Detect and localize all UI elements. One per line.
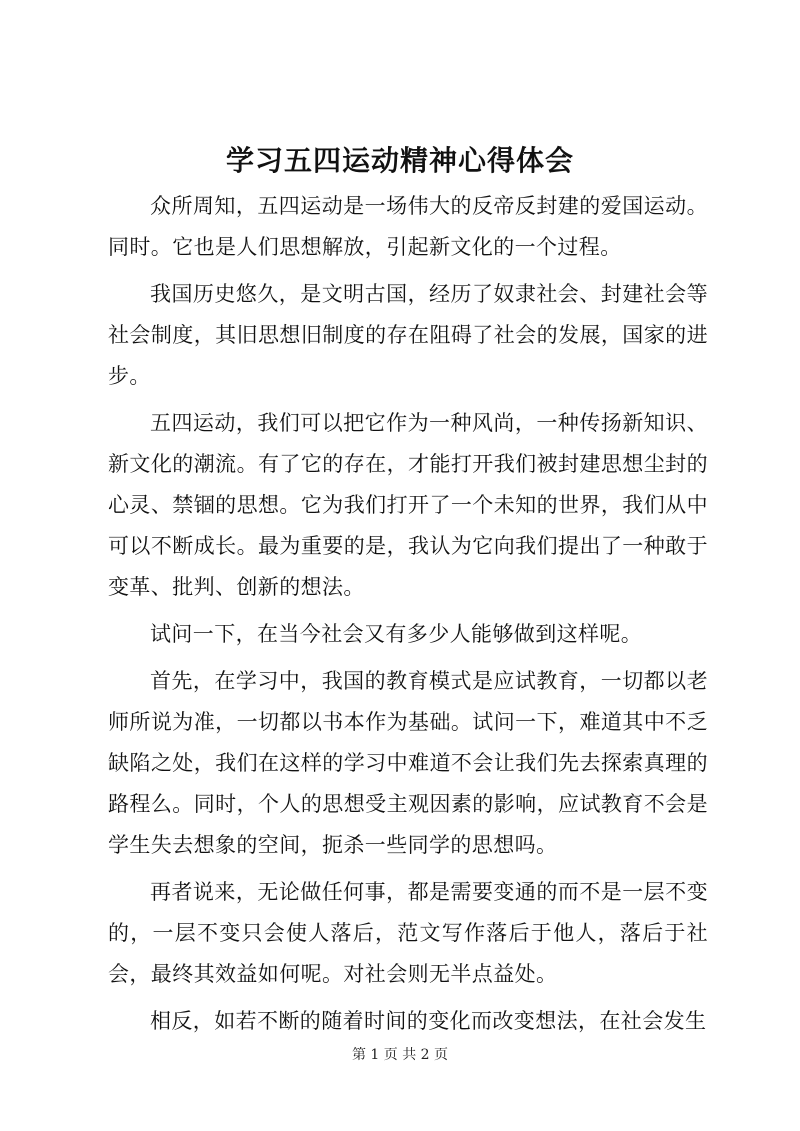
document-body — [108, 186, 708, 1048]
document-title: 学习五四运动精神心得体会 — [225, 144, 574, 177]
page-number-label: 第 1 页 共 2 页 — [351, 1047, 449, 1063]
paragraph-3: 五四运动，我们可以把它作为一种风尚，一种传扬新知识、新文化的潮流。有了它的存在，才能打开我们被封建思想尘封的心灵、禁锢的思想。它为我们打开了一个未知的世界，我们从中可以不断成长。最为重要的是，我认为它向我们提出了一种敢于变革、批判、创新的想法。 — [108, 411, 708, 599]
paragraph-2: 我国历史悠久，是文明古国，经历了奴隶社会、封建社会等社会制度，其旧思想旧制度的存在阻碍了社会的发展，国家的进步。 — [108, 282, 708, 388]
paragraph-7: 相反，如若不断的随着时间的变化而改变想法，在社会发生 — [150, 1009, 707, 1033]
page-footer — [0, 1046, 800, 1064]
paragraph-1: 众所周知，五四运动是一场伟大的反帝反封建的爱国运动。同时。它也是人们思想解放，引起新文化的一个过程。 — [108, 194, 708, 259]
paragraph-4: 试问一下，在当今社会又有多少人能够做到这样呢。 — [150, 622, 643, 646]
paragraph-5: 首先，在学习中，我国的教育模式是应试教育，一切都以老师所说为准，一切都以书本作为基础。试问一下，难道其中不乏缺陷之处，我们在这样的学习中难道不会让我们先去探索真理的路程么。同时，个人的思想受主观因素的影响，应试教育不会是学生失去想象的空间，扼杀一些同学的思想吗。 — [108, 669, 708, 857]
paragraph-6: 再者说来，无论做任何事，都是需要变通的而不是一层不变的，一层不变只会使人落后，范文写作落后于他人，落后于社会，最终其效益如何呢。对社会则无半点益处。 — [108, 880, 708, 986]
